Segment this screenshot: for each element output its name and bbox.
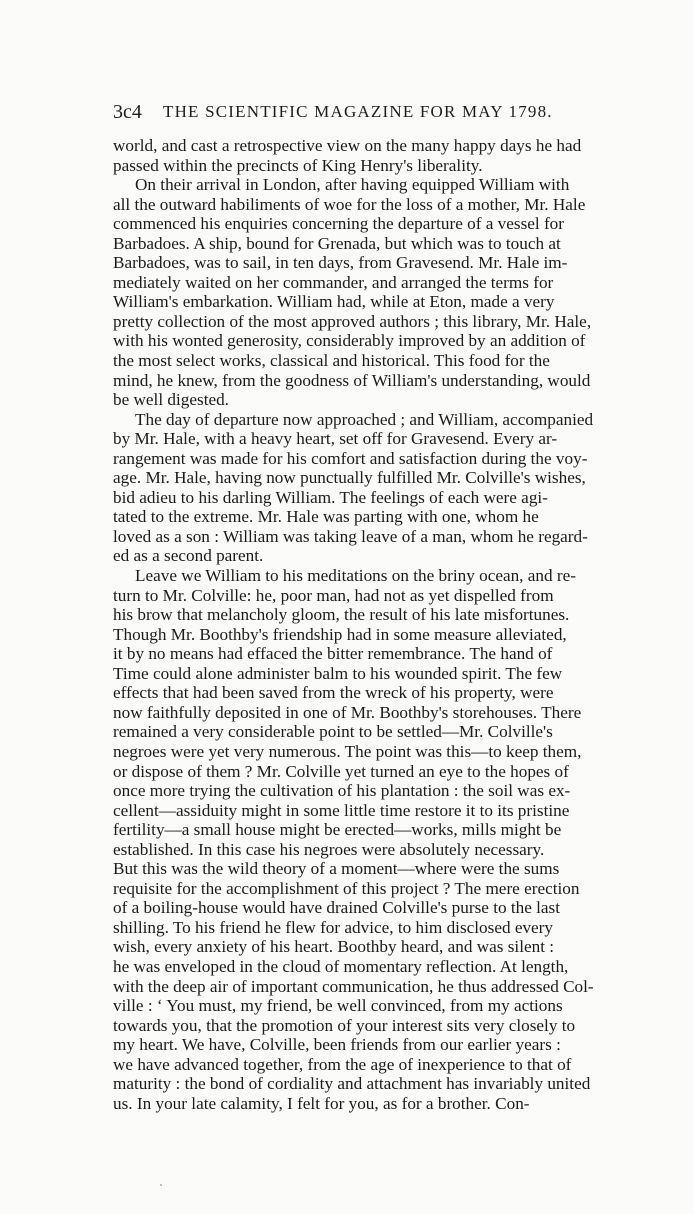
page-number: 3c4 (113, 101, 142, 123)
text-line: effects that had been saved from the wreck of his property, were (113, 683, 554, 703)
text-line: all the outward habiliments of woe for the loss of a mother, Mr. Hale (113, 194, 586, 214)
text-line: world, and cast a retrospective view on the many happy days he had (113, 136, 582, 155)
text-line: us. In your late calamity, I felt for you, as for a brother. Con- (113, 1093, 530, 1113)
text-line: my heart. We have, Colville, been friends from our earlier years : (113, 1035, 561, 1055)
text-line: loved as a son : William was taking leave of a man, whom he regard- (113, 526, 588, 546)
text-line: remained a very considerable point to be settled—Mr. Colville's (113, 722, 553, 742)
text-line: once more trying the cultivation of his plantation : the soil was ex- (113, 781, 571, 801)
text-line: be well digested. (113, 390, 229, 410)
text-line: ville : ‘ You must, my friend, be well convinced, from my actions (113, 996, 563, 1016)
text-line: tated to the extreme. Mr. Hale was parting with one, whom he (113, 507, 539, 527)
text-line: passed within the precincts of King Henry's liberality. (113, 155, 483, 175)
text-line: he was enveloped in the cloud of momentary reflection. At length, (113, 956, 569, 976)
text-line: maturity : the bond of cordiality and attachment has invariably united (113, 1074, 591, 1094)
text-line: fertility—a small house might be erected—works, mills might be (113, 820, 562, 840)
text-line: mind, he knew, from the goodness of William's understanding, would (113, 370, 591, 390)
text-line: requisite for the accomplishment of this project ? The mere erection (113, 878, 580, 898)
text-line: cellent—assiduity might in some little time restore it to its pristine (113, 800, 570, 820)
page-header (113, 101, 597, 127)
text-line: bid adieu to his darling William. The feelings of each were agi- (113, 487, 548, 507)
text-line: now faithfully deposited in one of Mr. Boothby's storehouses. There (113, 702, 582, 722)
text-line: Leave we William to his meditations on the briny ocean, and re- (135, 566, 576, 586)
text-line: Barbadoes, was to sail, in ten days, from Gravesend. Mr. Hale im- (113, 253, 568, 273)
text-line: ed as a second parent. (113, 546, 264, 566)
text-line: of a boiling-house would have drained Colville's purse to the last (113, 898, 561, 918)
text-line: pretty collection of the most approved authors ; this library, Mr. Hale, (113, 311, 592, 331)
text-line: negroes were yet very numerous. The point was this—to keep them, (113, 741, 582, 761)
text-line: wish, every anxiety of his heart. Boothby heard, and was silent : (113, 937, 555, 957)
text-line: William's embarkation. William had, while at Eton, made a very (113, 292, 555, 312)
text-line: Though Mr. Boothby's friendship had in some measure alleviated, (113, 624, 567, 644)
text-line: turn to Mr. Colville: he, poor man, had not as yet dispelled from (113, 585, 554, 605)
text-line: Time could alone administer balm to his wounded spirit. The few (113, 663, 563, 683)
paper-speck (160, 1184, 162, 1186)
text-line: we have advanced together, from the age of inexperience to that of (113, 1054, 572, 1074)
text-line: mediately waited on her commander, and arranged the terms for (113, 272, 554, 292)
body-text (113, 136, 678, 1113)
text-line: The day of departure now approached ; and William, accompanied (135, 409, 594, 429)
text-line: age. Mr. Hale, having now punctually fulfilled Mr. Colville's wishes, (113, 468, 586, 488)
text-line: it by no means had effaced the bitter remembrance. The hand of (113, 644, 553, 664)
text-line: his brow that melancholy gloom, the result of his late misfortunes. (113, 605, 570, 625)
text-line: or dispose of them ? Mr. Colville yet turned an eye to the hopes of (113, 761, 569, 781)
running-head: THE SCIENTIFIC MAGAZINE FOR MAY 1798. (163, 102, 553, 121)
text-line: shilling. To his friend he flew for advice, to him disclosed every (113, 917, 554, 937)
text-line: Barbadoes. A ship, bound for Grenada, but which was to touch at (113, 233, 561, 253)
text-line: towards you, that the promotion of your interest sits very closely to (113, 1015, 576, 1035)
text-line: On their arrival in London, after having equipped William with (135, 175, 570, 195)
text-line: rangement was made for his comfort and satisfaction during the voy- (113, 448, 588, 468)
text-line: But this was the wild theory of a moment—where were the sums (113, 859, 560, 879)
text-line: the most select works, classical and historical. This food for the (113, 351, 550, 371)
text-line: established. In this case his negroes were absolutely necessary. (113, 839, 545, 859)
text-line: by Mr. Hale, with a heavy heart, set off for Gravesend. Every ar- (113, 429, 558, 449)
text-line: with the deep air of important communication, he thus addressed Col- (113, 976, 594, 996)
text-line: with his wonted generosity, considerably improved by an addition of (113, 331, 586, 351)
text-line: commenced his enquiries concerning the departure of a vessel for (113, 214, 564, 234)
